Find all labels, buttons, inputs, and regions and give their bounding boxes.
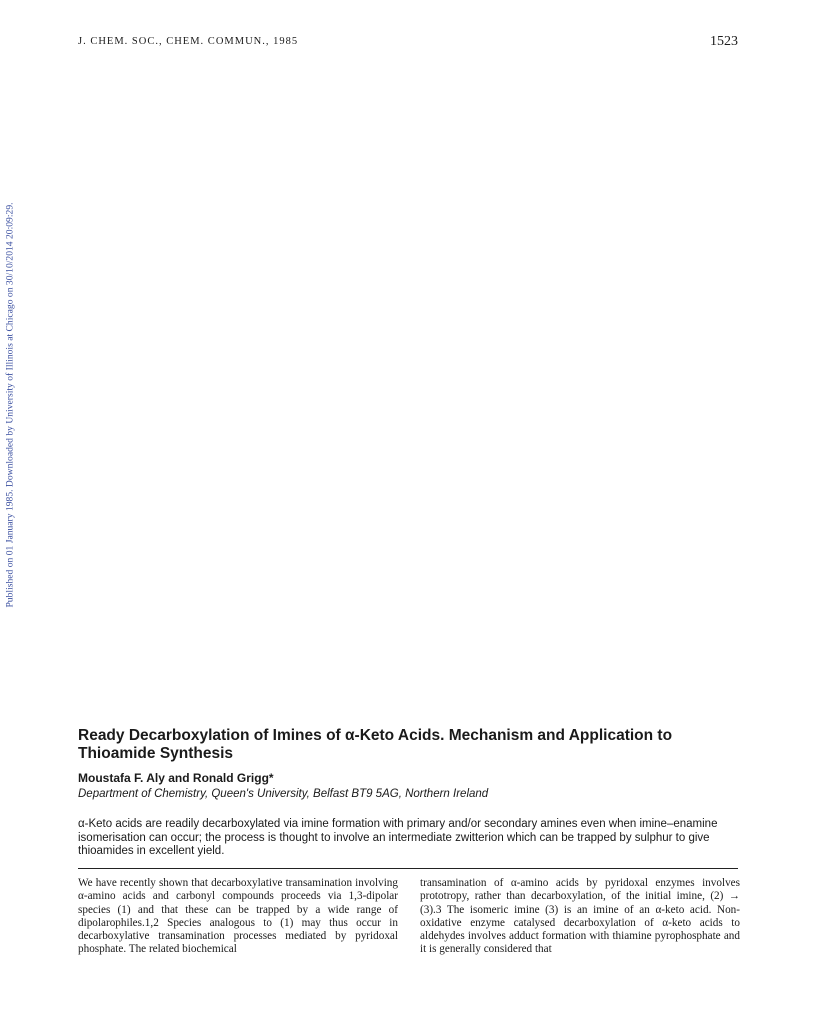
running-header [78, 36, 738, 52]
download-watermark [3, 180, 17, 630]
article-title: Ready Decarboxylation of Imines of α-Keto Acids. Mechanism and Application to Thioamide Synthesis [78, 727, 673, 762]
author-affiliation: Department of Chemistry, Queen's University, Belfast BT9 5AG, Northern Ireland [78, 788, 489, 800]
abstract-divider [78, 868, 738, 869]
article-authors: Moustafa F. Aly and Ronald Grigg* [78, 771, 274, 785]
article-abstract: α-Keto acids are readily decarboxylated via imine formation with primary and/or secondary amines even when imine–enamine isomerisation can occur; the process is thought to involve an intermediate zwitterion which can be trapped by sulphur to give thioamides in excellent yield. [78, 818, 718, 858]
page-number: 1523 [710, 34, 738, 49]
download-watermark-text: Published on 01 January 1985. Downloaded by University of Illinois at Chicago on 30/10/2014 20:09:29. [4, 202, 16, 608]
journal-citation: J. CHEM. SOC., CHEM. COMMUN., 1985 [78, 36, 299, 47]
body-column-left: We have recently shown that decarboxylative transamination involving α-amino acids and carbonyl compounds proceeds via 1,3-dipolar species (1) and that these can be trapped by a wide range of dipolarophiles.1,2 Species analogous to (1) may thus occur in decarboxylative transamination processes mediated by pyridoxal phosphate. The related biochemical [78, 877, 398, 956]
body-column-right: transamination of α-amino acids by pyridoxal enzymes involves prototropy, rather than decarboxylation, of the initial imine, (2) → (3).3 The isomeric imine (3) is an imine of an α-keto acid. Non-oxidative enzyme catalysed decarboxylation of α-keto acids to aldehydes involves adduct formation with thiamine pyrophosphate and it is generally considered that [420, 877, 740, 956]
